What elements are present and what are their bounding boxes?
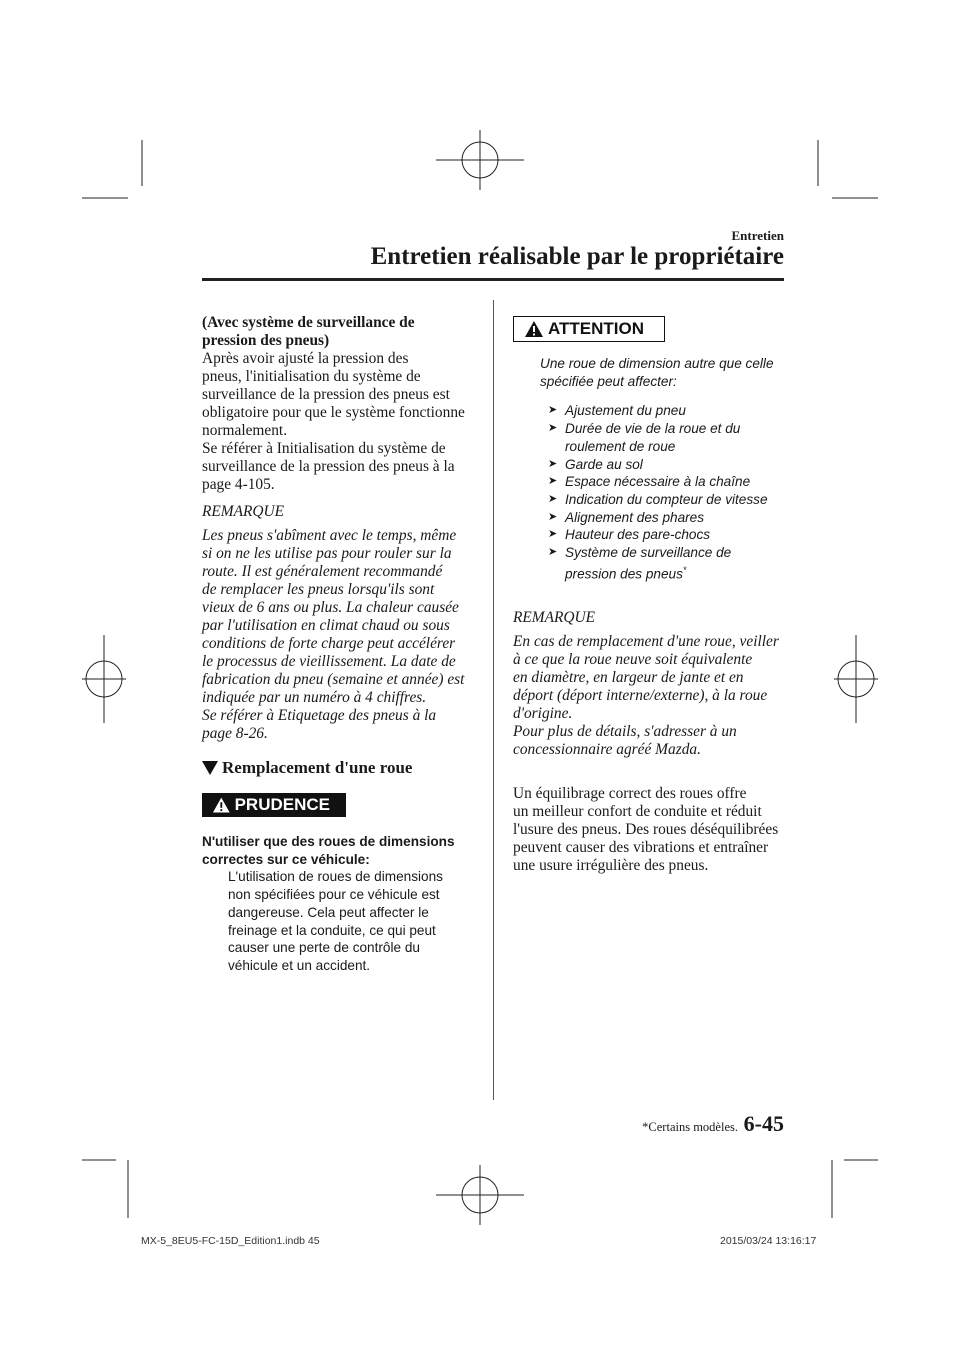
- text-line: normalement.: [202, 422, 288, 439]
- text-line: par l'utilisation en climat chaud ou sous: [202, 617, 450, 634]
- text-line: de remplacer les pneus lorsqu'ils sont: [202, 581, 435, 598]
- text-line: freinage et la conduite, ce qui peut: [228, 922, 436, 938]
- right-column: [513, 316, 788, 875]
- text-line: vieux de 6 ans ou plus. La chaleur causée: [202, 599, 459, 616]
- text-line: dangereuse. Cela peut affecter le: [228, 904, 429, 920]
- list-item: ➤ Durée de vie de la roue et du roulement de roue: [548, 421, 741, 454]
- text-line: fabrication du pneu (semaine et année) est: [202, 671, 465, 688]
- text-line: En cas de remplacement d'une roue, veiller: [513, 632, 779, 650]
- running-header-section: Entretien: [731, 228, 784, 243]
- caution-label: PRUDENCE: [234, 795, 330, 814]
- attention-badge: [513, 316, 788, 343]
- text-line: Se référer à Initialisation du système de: [202, 440, 446, 457]
- text-line: un meilleur confort de conduite et réduit: [513, 802, 762, 820]
- file-slug: MX-5_8EU5-FC-15D_Edition1.indb 45: [141, 1235, 320, 1247]
- note-title: REMARQUE: [513, 608, 596, 626]
- attention-bullet-list: [513, 402, 788, 583]
- arrow-bullet-icon: ➤: [548, 546, 558, 559]
- text-line: page 8-26.: [202, 725, 268, 742]
- note-paragraph: [202, 527, 487, 743]
- arrow-bullet-icon: ➤: [548, 510, 558, 523]
- warning-triangle-icon: [524, 320, 544, 338]
- text-line: Après avoir ajusté la pression des: [202, 350, 409, 367]
- text-line: véhicule et un accident.: [228, 957, 371, 973]
- text-line: Un équilibrage correct des roues offre: [513, 784, 747, 802]
- text-line: pneus, l'initialisation du système de: [202, 368, 421, 385]
- text-line: concessionnaire agréé Mazda.: [513, 740, 701, 758]
- text-line: Pour plus de détails, s'adresser à un: [513, 722, 737, 740]
- text-line: non spécifiées pour ce véhicule est: [228, 887, 440, 903]
- text-line: l'usure des pneus. Des roues déséquilibrées: [513, 820, 779, 838]
- list-item: ➤ Système de surveillance de pression des pneus*: [548, 545, 732, 582]
- left-column: [202, 314, 487, 975]
- text-line: spécifiée peut affecter:: [540, 373, 677, 389]
- caution-body: [202, 868, 487, 974]
- header-divider: [202, 278, 784, 281]
- page-title: Entretien réalisable par le propriétaire: [370, 243, 784, 270]
- text-line: à ce que la roue neuve soit équivalente: [513, 650, 753, 668]
- column-divider: [493, 300, 494, 1100]
- list-item: ➤ Ajustement du pneu: [548, 403, 686, 419]
- attention-intro: [513, 355, 788, 390]
- arrow-bullet-icon: ➤: [548, 404, 558, 417]
- arrow-bullet-icon: ➤: [548, 422, 558, 435]
- tpms-paragraph: [202, 350, 487, 494]
- text-line: déport (déport interne/externe), à la roue: [513, 686, 768, 704]
- text-line: peuvent causer des vibrations et entraîner: [513, 838, 769, 856]
- text-line: le processus de vieillissement. La date de: [202, 653, 456, 670]
- text-line: L'utilisation de roues de dimensions: [228, 869, 443, 885]
- warning-triangle-icon: [212, 796, 231, 814]
- section-heading-text: Remplacement d'une roue: [222, 758, 413, 777]
- note-paragraph: [513, 633, 788, 759]
- text-line: route. Il est généralement recommandé: [202, 563, 443, 580]
- text-line: en diamètre, en largeur de jante et en: [513, 668, 744, 686]
- footnote: *Certains modèles.: [642, 1120, 738, 1134]
- footnote-asterisk: *: [682, 564, 687, 575]
- text-line: si on ne les utilise pas pour rouler sur la: [202, 545, 452, 562]
- text-line: N'utiliser que des roues de dimensions: [202, 834, 455, 849]
- text-line: indiquée par un numéro à 4 chiffres.: [202, 689, 427, 706]
- arrow-bullet-icon: ➤: [548, 492, 558, 505]
- list-item: ➤ Garde au sol: [548, 456, 643, 472]
- section-heading: [202, 759, 487, 777]
- caution-heading: [202, 833, 487, 868]
- attention-label: ATTENTION: [548, 319, 645, 338]
- text-line: correctes sur ce véhicule:: [202, 851, 370, 867]
- section-triangle-icon: [202, 761, 218, 775]
- arrow-bullet-icon: ➤: [548, 528, 558, 541]
- list-item: ➤ Alignement des phares: [548, 509, 705, 525]
- balance-paragraph: [513, 785, 788, 875]
- text-line: Une roue de dimension autre que celle: [540, 356, 774, 371]
- text-line: Se référer à Etiquetage des pneus à la: [202, 707, 437, 724]
- note-title: REMARQUE: [202, 503, 285, 520]
- tpms-heading: (Avec système de surveillance de pression des pneus): [202, 314, 415, 349]
- text-line: causer une perte de contrôle du: [228, 940, 420, 956]
- arrow-bullet-icon: ➤: [548, 457, 558, 470]
- text-line: conditions de forte charge peut accélérer: [202, 635, 456, 652]
- list-item: ➤ Espace nécessaire à la chaîne: [548, 474, 751, 490]
- arrow-bullet-icon: ➤: [548, 475, 558, 488]
- text-line: page 4-105.: [202, 476, 275, 493]
- text-line: Les pneus s'abîment avec le temps, même: [202, 527, 457, 544]
- text-line: d'origine.: [513, 704, 573, 722]
- text-line: une usure irrégulière des pneus.: [513, 856, 709, 874]
- text-line: surveillance de la pression des pneus est: [202, 386, 450, 403]
- list-item: ➤ Hauteur des pare-chocs: [548, 527, 711, 543]
- page-number: 6-45: [743, 1111, 784, 1136]
- print-timestamp: 2015/03/24 13:16:17: [720, 1235, 817, 1247]
- text-line: surveillance de la pression des pneus à la: [202, 458, 455, 475]
- caution-badge: [202, 793, 487, 819]
- text-line: obligatoire pour que le système fonctionne: [202, 404, 465, 421]
- list-item: ➤ Indication du compteur de vitesse: [548, 491, 768, 507]
